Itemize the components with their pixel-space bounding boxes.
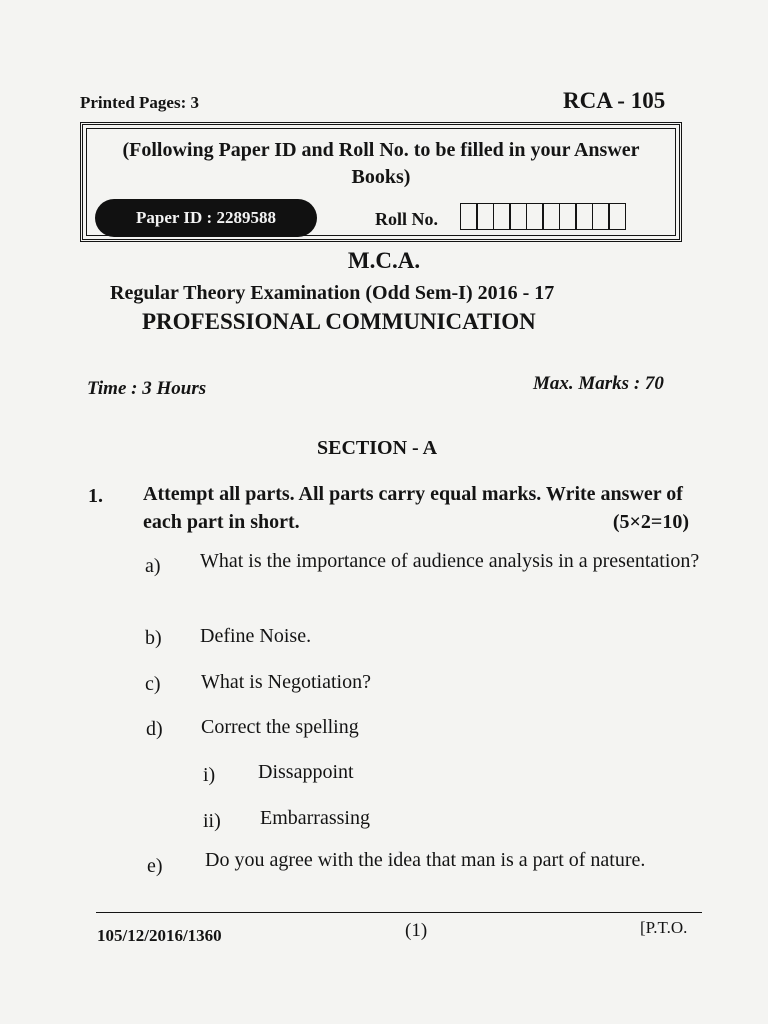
- max-marks: Max. Marks : 70: [533, 373, 664, 394]
- instruction-box: [80, 122, 682, 242]
- part-d-text: Correct the spelling: [201, 716, 359, 738]
- subpart-ii-text: Embarrassing: [260, 807, 370, 829]
- roll-number-box: [476, 203, 494, 230]
- subpart-i-label: i): [203, 764, 216, 786]
- part-a-label: a): [145, 555, 161, 577]
- part-c-label: c): [145, 673, 161, 695]
- footer-divider: [96, 912, 702, 913]
- subpart-i-text: Dissappoint: [258, 761, 354, 783]
- section-heading: SECTION - A: [317, 437, 438, 459]
- roll-number-box: [460, 203, 478, 230]
- roll-number-box: [575, 203, 593, 230]
- paper-id-badge: Paper ID : 2289588: [95, 199, 317, 237]
- printed-pages-label: Printed Pages: 3: [80, 93, 199, 112]
- subpart-ii-label: ii): [203, 810, 221, 832]
- subject-code: RCA - 105: [563, 88, 666, 113]
- footer-page-number: (1): [405, 920, 428, 941]
- question-number: 1.: [88, 485, 103, 507]
- question-marks: (5×2=10): [612, 511, 689, 533]
- part-e-label: e): [147, 855, 163, 877]
- part-c-text: What is Negotiation?: [201, 671, 371, 693]
- roll-number-box: [493, 203, 511, 230]
- question-instruction-text: Attempt all parts. All parts carry equal marks. Write answer of each part in short.: [143, 483, 683, 533]
- part-e-text: Do you agree with the idea that man is a part of nature.: [205, 849, 646, 871]
- time-allowed: Time : 3 Hours: [87, 378, 207, 399]
- roll-number-box: [592, 203, 610, 230]
- exam-title: Regular Theory Examination (Odd Sem-I) 2016 - 17: [110, 282, 555, 304]
- part-a-text: What is the importance of audience analysis in a presentation?: [200, 550, 700, 572]
- roll-number-label: Roll No.: [375, 209, 438, 229]
- roll-number-box: [509, 203, 527, 230]
- course-name: M.C.A.: [347, 248, 421, 273]
- instruction-text: (Following Paper ID and Roll No. to be filled in your Answer Books): [122, 139, 640, 188]
- footer-pto: [P.T.O.: [640, 918, 688, 937]
- question-instruction: [143, 480, 689, 536]
- part-d-label: d): [146, 718, 163, 740]
- roll-number-boxes: [461, 203, 626, 230]
- part-b-label: b): [145, 627, 162, 649]
- roll-number-box: [559, 203, 577, 230]
- roll-number-box: [608, 203, 626, 230]
- roll-number-box: [526, 203, 544, 230]
- subject-title: PROFESSIONAL COMMUNICATION: [142, 309, 536, 334]
- roll-number-box: [542, 203, 560, 230]
- instruction-box-inner-border: [86, 128, 676, 236]
- footer-paper-code: 105/12/2016/1360: [97, 926, 222, 945]
- part-b-text: Define Noise.: [200, 625, 312, 647]
